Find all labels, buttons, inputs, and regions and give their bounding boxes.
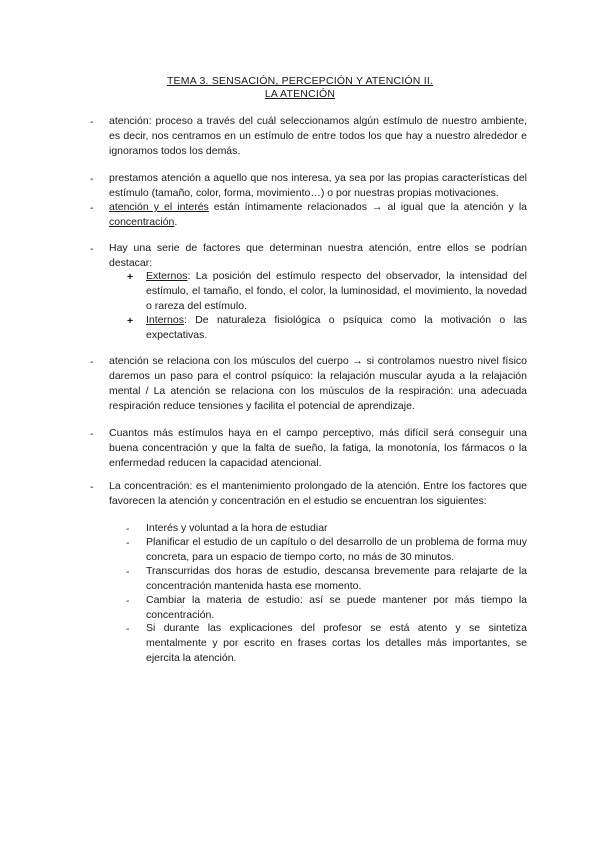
bullet-marker: -: [90, 116, 94, 128]
list-item-interes: Interés y voluntad a la hora de estudiar: [146, 522, 328, 534]
list-item-cambiar: Cambiar la materia de estudio: así se puede mantener por más tiempo la concentración.: [146, 594, 527, 621]
bullet-marker: -: [90, 428, 94, 440]
paragraph-estimulos: Cuantos más estímulos haya en el campo perceptivo, más difícil será conseguir una buena concentración y que la falta de sueño, la fatiga, la monotonía, los fármacos o la enfermedad reducen la capacidad atencional.: [109, 427, 527, 469]
paragraph-concentracion: La concentración: es el mantenimiento prolongado de la atención. Entre los factores que favorecen la atención y concentración en el estudio se encuentran los siguientes:: [109, 480, 527, 507]
dash-marker: -: [126, 566, 130, 578]
dash-marker: -: [126, 623, 130, 635]
factor-externos: Externos: La posición del estímulo respecto del observador, la intensidad del estímulo, el tamaño, el fondo, el color, la luminosidad, el movimiento, la novedad o rareza del estímulo.: [146, 270, 527, 312]
list-item-transcurridas: Transcurridas dos horas de estudio, descansa brevemente para relajarte de la concentración mantenida hasta ese momento.: [146, 565, 527, 592]
plus-marker: +: [127, 271, 134, 283]
paragraph-prestamos-atencion: prestamos atención a aquello que nos interesa, ya sea por las propias características del estímulo (tamaño, color, forma, movimiento…) o por nuestras propias motivaciones.: [109, 172, 527, 199]
paragraph-factores: Hay una serie de factores que determinan nuestra atención, entre ellos se podrían destacar:: [109, 242, 527, 269]
page-title: TEMA 3. SENSACIÓN, PERCEPCIÓN Y ATENCIÓN II.: [166, 75, 434, 87]
plus-marker: +: [127, 315, 134, 327]
dash-marker: -: [126, 595, 130, 607]
dash-marker: -: [126, 523, 130, 535]
dash-marker: -: [126, 537, 130, 549]
page-subtitle: LA ATENCIÓN: [264, 88, 336, 100]
term-internos: Internos: [146, 314, 184, 326]
paragraph-atencion-definicion: atención: proceso a través del cuál seleccionamos algún estímulo de nuestro ambiente, es decir, nos centramos en un estímulo de entre todos los que hay a nuestro alrededor e ignoramos todos los demás.: [109, 115, 527, 157]
paragraph-atencion-interes: atención y el interés están íntimamente relacionados → al igual que la atención y la concentración.: [109, 201, 528, 228]
term-externos: Externos: [146, 270, 188, 282]
term-concentracion: concentración: [109, 216, 175, 228]
term-atencion-interes: atención y el interés: [109, 201, 209, 213]
list-item-explicaciones: Si durante las explicaciones del profesor se está atento y se sintetiza mentalmente y por escrito en frases cortas los detalles más importantes, se ejercita la atención.: [146, 622, 527, 664]
list-item-planificar: Planificar el estudio de un capítulo o del desarrollo de un problema de forma muy concreta, para un espacio de tiempo corto, no más de 30 minutos.: [146, 536, 527, 563]
bullet-marker: -: [90, 356, 94, 368]
bullet-marker: -: [90, 481, 94, 493]
bullet-marker: -: [90, 202, 94, 214]
paragraph-musculos: atención se relaciona con los músculos del cuerpo → si controlamos nuestro nivel físico daremos un paso para el control psíquico: la relajación muscular ayuda a la relajación mental / La atención se relaciona con los músculos de la respiración: una adecuada respiración reduce tensiones y facilita el potencial de aprendizaje.: [109, 355, 527, 412]
bullet-marker: -: [90, 173, 94, 185]
factor-internos: Internos: De naturaleza fisiológica o psíquica como la motivación o las expectativas.: [146, 314, 527, 341]
bullet-marker: -: [90, 243, 94, 255]
